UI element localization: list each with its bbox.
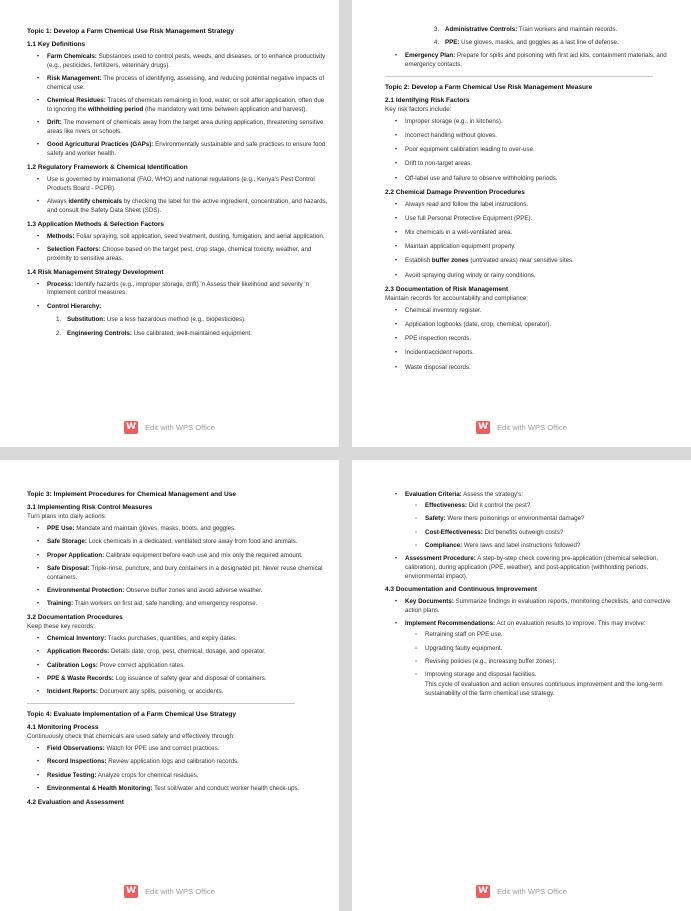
list-item: • Use full Personal Protective Equipment (PPE). (405, 215, 681, 224)
risk-factors-intro: Key risk factors include: (385, 105, 452, 113)
control-hierarchy-list-continued (385, 26, 681, 48)
list-item: • Incident Reports: Document any spills, poisoning, or accidents. (47, 688, 329, 697)
list-item: • Environmental Protection: Observe buffer zones and avoid adverse weather. (47, 587, 329, 596)
control-hierarchy-list (27, 316, 329, 338)
documentation-intro: Maintain records for accountability and compliance: (385, 294, 529, 302)
list-item: • Off-label use and failure to observe withholding periods. (405, 175, 681, 184)
documentation-records-list (385, 307, 681, 373)
continuous-improvement-list (385, 598, 681, 698)
list-item: • PPE Use: Mandate and maintain gloves, masks, boots, and goggles. (47, 525, 329, 534)
list-item: ▫ Revising policies (e.g., increasing buffer zones). (425, 658, 681, 667)
key-definitions-list (27, 53, 329, 159)
list-item: • Proper Application: Calibrate equipment before each use and mix only the required amount. (47, 552, 329, 561)
list-item: • Selection Factors: Choose based on the target pest, crop stage, chemical toxicity, weather, and proximity to sensitive areas. (47, 246, 329, 264)
section-1-3-heading: 1.3 Application Methods & Selection Factors (27, 220, 165, 228)
list-item: ▫ Upgrading faulty equipment. (425, 645, 681, 654)
section-3-2-heading: 3.2 Documentation Procedures (27, 614, 123, 622)
list-item: • Control Hierarchy: (47, 303, 329, 312)
risk-control-intro: Turn plans into daily actions: (27, 513, 107, 520)
recommendations-sublist (405, 631, 681, 698)
document-page-2 (352, 0, 691, 447)
wps-logo-icon: W (124, 885, 138, 898)
list-item: • Waste disposal records. (405, 364, 681, 373)
risk-control-list (27, 525, 329, 609)
section-3-1-heading: 3.1 Implementing Risk Control Measures (27, 504, 153, 511)
section-1-2-heading: 1.2 Regulatory Framework & Chemical Identification (27, 163, 188, 171)
regulatory-list (27, 176, 329, 216)
list-item: • Always read and follow the label instructions. (405, 201, 681, 210)
wps-logo-icon: W (476, 421, 490, 434)
edit-with-wps-link[interactable]: W Edit with WPS Office (352, 421, 691, 434)
section-2-3-heading: 2.3 Documentation of Risk Management (385, 285, 509, 293)
list-item: • Mix chemicals in a well-ventilated area. (405, 229, 681, 238)
section-2-1-heading: 2.1 Identifying Risk Factors (385, 96, 470, 104)
list-item: • Establish buffer zones (untreated areas) near sensitive sites. (405, 257, 681, 266)
list-item: • PPE inspection records. (405, 335, 681, 344)
list-item: 4. PPE: Use gloves, masks, and goggles as a last line of defense. (434, 39, 619, 47)
list-item: • Methods: Foliar spraying, soil application, seed treatment, dusting, fumigation, and aerial application. (47, 233, 329, 242)
list-item: • Implement Recommendations: Act on evaluation results to improve. This may involve: ▫ Retraining staff on PPE use. ▫ Upgrading faulty equipment. ▫ Revising policies (e.g., increasing buffer zones). ▫ Improving storage and disposal facilities. This cycle of evaluation and action ensures continuous improvement and the long-term sustainability of the farm chemical use strategy. (405, 620, 681, 698)
section-4-2-heading: 4.2 Evaluation and Assessment (27, 798, 124, 806)
list-item: • Incorrect handling without gloves. (405, 132, 681, 141)
list-item: • Risk Management: The process of identifying, assessing, and reducing potential negative impacts of chemical use. (47, 75, 329, 93)
list-item: ▫ Safety: Were there poisonings or environmental damage? (425, 515, 681, 524)
list-item: • Always identify chemicals by checking the label for the active ingredient, concentration, and hazards, and consult the Safety Data Sheet (SDS). (47, 198, 329, 216)
list-item: ▫ Effectiveness: Did it control the pest? (425, 502, 681, 511)
list-item: • Residue Testing: Analyze crops for chemical residues. (47, 772, 329, 781)
list-item: • Environmental & Health Monitoring: Test soil/water and conduct worker health check-ups. (47, 785, 329, 794)
list-item: • Drift to non-target areas. (405, 160, 681, 169)
list-item: ▫ Compliance: Were laws and label instructions followed? (425, 542, 681, 551)
list-item: • Chemical Inventory: Tracks purchases, quantities, and expiry dates. (47, 635, 329, 644)
wps-logo-icon: W (476, 885, 490, 898)
list-item: • Safe Disposal: Triple-rinse, puncture, and bury containers in a designated pit. Never reuse chemical containers. (47, 565, 329, 583)
edit-with-wps-link[interactable]: W Edit with WPS Office (0, 885, 339, 898)
topic-2-heading: Topic 2: Develop a Farm Chemical Use Risk Management Measure (385, 83, 593, 91)
monitoring-list (27, 745, 329, 794)
document-page-4 (352, 460, 691, 911)
section-divider (385, 76, 653, 77)
strategy-development-list (27, 281, 329, 312)
list-item: • Use is governed by international (FAO, WHO) and national regulations (e.g., Kenya's Pest Control Products Board - PCPB). (47, 176, 329, 194)
list-item: • Application Records: Details date, crop, pest, chemical, dosage, and operator. (47, 648, 329, 657)
list-item: 3. Administrative Controls: Train workers and maintain records. (434, 26, 618, 33)
list-item: ▫ Retraining staff on PPE use. (425, 631, 681, 640)
application-methods-list (27, 233, 329, 264)
list-item: ▫ Cost-Effectiveness: Did benefits outweigh costs? (425, 529, 681, 538)
documentation-procedures-intro: Keep these key records: (27, 623, 95, 631)
emergency-plan-list (385, 52, 681, 70)
documentation-procedures-list (27, 635, 329, 697)
list-item: • Farm Chemicals: Substances used to control pests, weeds, and diseases, or to enhance productivity (e.g., pesticides, fertilizers, veterinary drugs). (47, 53, 329, 71)
list-item: • Field Observations: Watch for PPE use and correct practices. (47, 745, 329, 754)
list-item: 1. Substitution: Use a less hazardous method (e.g., biopesticides). (56, 316, 246, 324)
criteria-sublist (405, 502, 681, 551)
list-item: • Emergency Plan: Prepare for spills and poisoning with first aid kits, containment materials, and emergency contacts. (405, 52, 681, 70)
list-item: • Poor equipment calibration leading to over-use. (405, 146, 681, 155)
list-item: • Improper storage (e.g., in kitchens). (405, 118, 681, 127)
list-item: 2. Engineering Controls: Use calibrated, well-maintained equipment. (56, 329, 252, 337)
section-1-1-heading: 1.1 Key Definitions (27, 41, 86, 48)
risk-factors-list (385, 118, 681, 184)
topic-4-heading: Topic 4: Evaluate Implementation of a Farm Chemical Use Strategy (27, 711, 237, 719)
document-page-1 (0, 0, 339, 447)
section-4-3-heading: 4.3 Documentation and Continuous Improvement (385, 586, 538, 594)
list-item: • Calibration Logs: Prove correct application rates. (47, 662, 329, 671)
list-item: • Process: Identify hazards (e.g., improper storage, drift) 'n Assess their likelihood and severity 'n Implement control measures. (47, 281, 329, 299)
section-4-1-heading: 4.1 Monitoring Process (27, 724, 99, 732)
evaluation-criteria-list (385, 491, 681, 582)
list-item: • Training: Train workers on first aid, safe handling, and emergency response. (47, 600, 329, 609)
list-item: • Record Inspections: Review application logs and calibration records. (47, 758, 329, 767)
list-item: • Drift: The movement of chemicals away from the target area during application, threatening sensitive areas like rivers or schools. (47, 119, 329, 137)
document-page-3 (0, 460, 339, 911)
list-item: • PPE & Waste Records: Log issuance of safety gear and disposal of containers. (47, 675, 329, 684)
section-divider (27, 703, 295, 704)
list-item: • Incident/accident reports. (405, 349, 681, 358)
monitoring-intro: Continuously check that chemicals are used safely and effectively through: (27, 733, 235, 741)
prevention-procedures-list (385, 201, 681, 281)
topic-1-heading: Topic 1: Develop a Farm Chemical Use Risk Management Strategy (27, 28, 234, 35)
edit-with-wps-link[interactable]: W Edit with WPS Office (0, 421, 339, 434)
list-item: • Evaluation Criteria: Assess the strategy's: ▫ Effectiveness: Did it control the pest? ▫ Safety: Were there poisonings or environmental damage? ▫ Cost-Effectiveness: Did benefits outweigh costs? ▫ Compliance: Were laws and label instructions followed? (405, 491, 681, 551)
section-1-4-heading: 1.4 Risk Management Strategy Development (27, 268, 164, 276)
list-item: • Maintain application equipment properly. (405, 243, 681, 252)
edit-with-wps-link[interactable]: W Edit with WPS Office (352, 885, 691, 898)
list-item: • Application logbooks (date, crop, chemical, operator). (405, 321, 681, 330)
list-item: • Assessment Procedure: A step-by-step check covering pre-application (chemical selection, calibration), during application (PPE, weather), and post-application (withholding periods, environmental impact). (405, 555, 681, 581)
list-item: • Chemical Residues: Traces of chemicals remaining in food, water, or soil after application, often due to ignoring the withholding period (the mandatory wait time between application and harvest). (47, 97, 329, 115)
list-item: • Avoid spraying during windy or rainy conditions. (405, 272, 681, 281)
closing-paragraph: This cycle of evaluation and action ensures continuous improvement and the long-term sustainability of the farm chemical use strategy. (425, 680, 663, 697)
list-item: ▫ Improving storage and disposal facilities. This cycle of evaluation and action ensures continuous improvement and the long-term sustainability of the farm chemical use strategy. (425, 671, 681, 698)
list-item: • Safe Storage: Lock chemicals in a dedicated, ventilated store away from food and animals. (47, 538, 329, 547)
topic-3-heading: Topic 3: Implement Procedures for Chemical Management and Use (27, 491, 237, 498)
section-2-2-heading: 2.2 Chemical Damage Prevention Procedures (385, 188, 525, 196)
list-item: • Good Agricultural Practices (GAPs): Environmentally sustainable and safe practices to ensure food safety and worker health. (47, 141, 329, 159)
list-item: • Chemical inventory register. (405, 307, 681, 316)
list-item: • Key Documents: Summarize findings in evaluation reports, monitoring checklists, and corrective action plans. (405, 598, 681, 616)
wps-logo-icon: W (124, 421, 138, 434)
